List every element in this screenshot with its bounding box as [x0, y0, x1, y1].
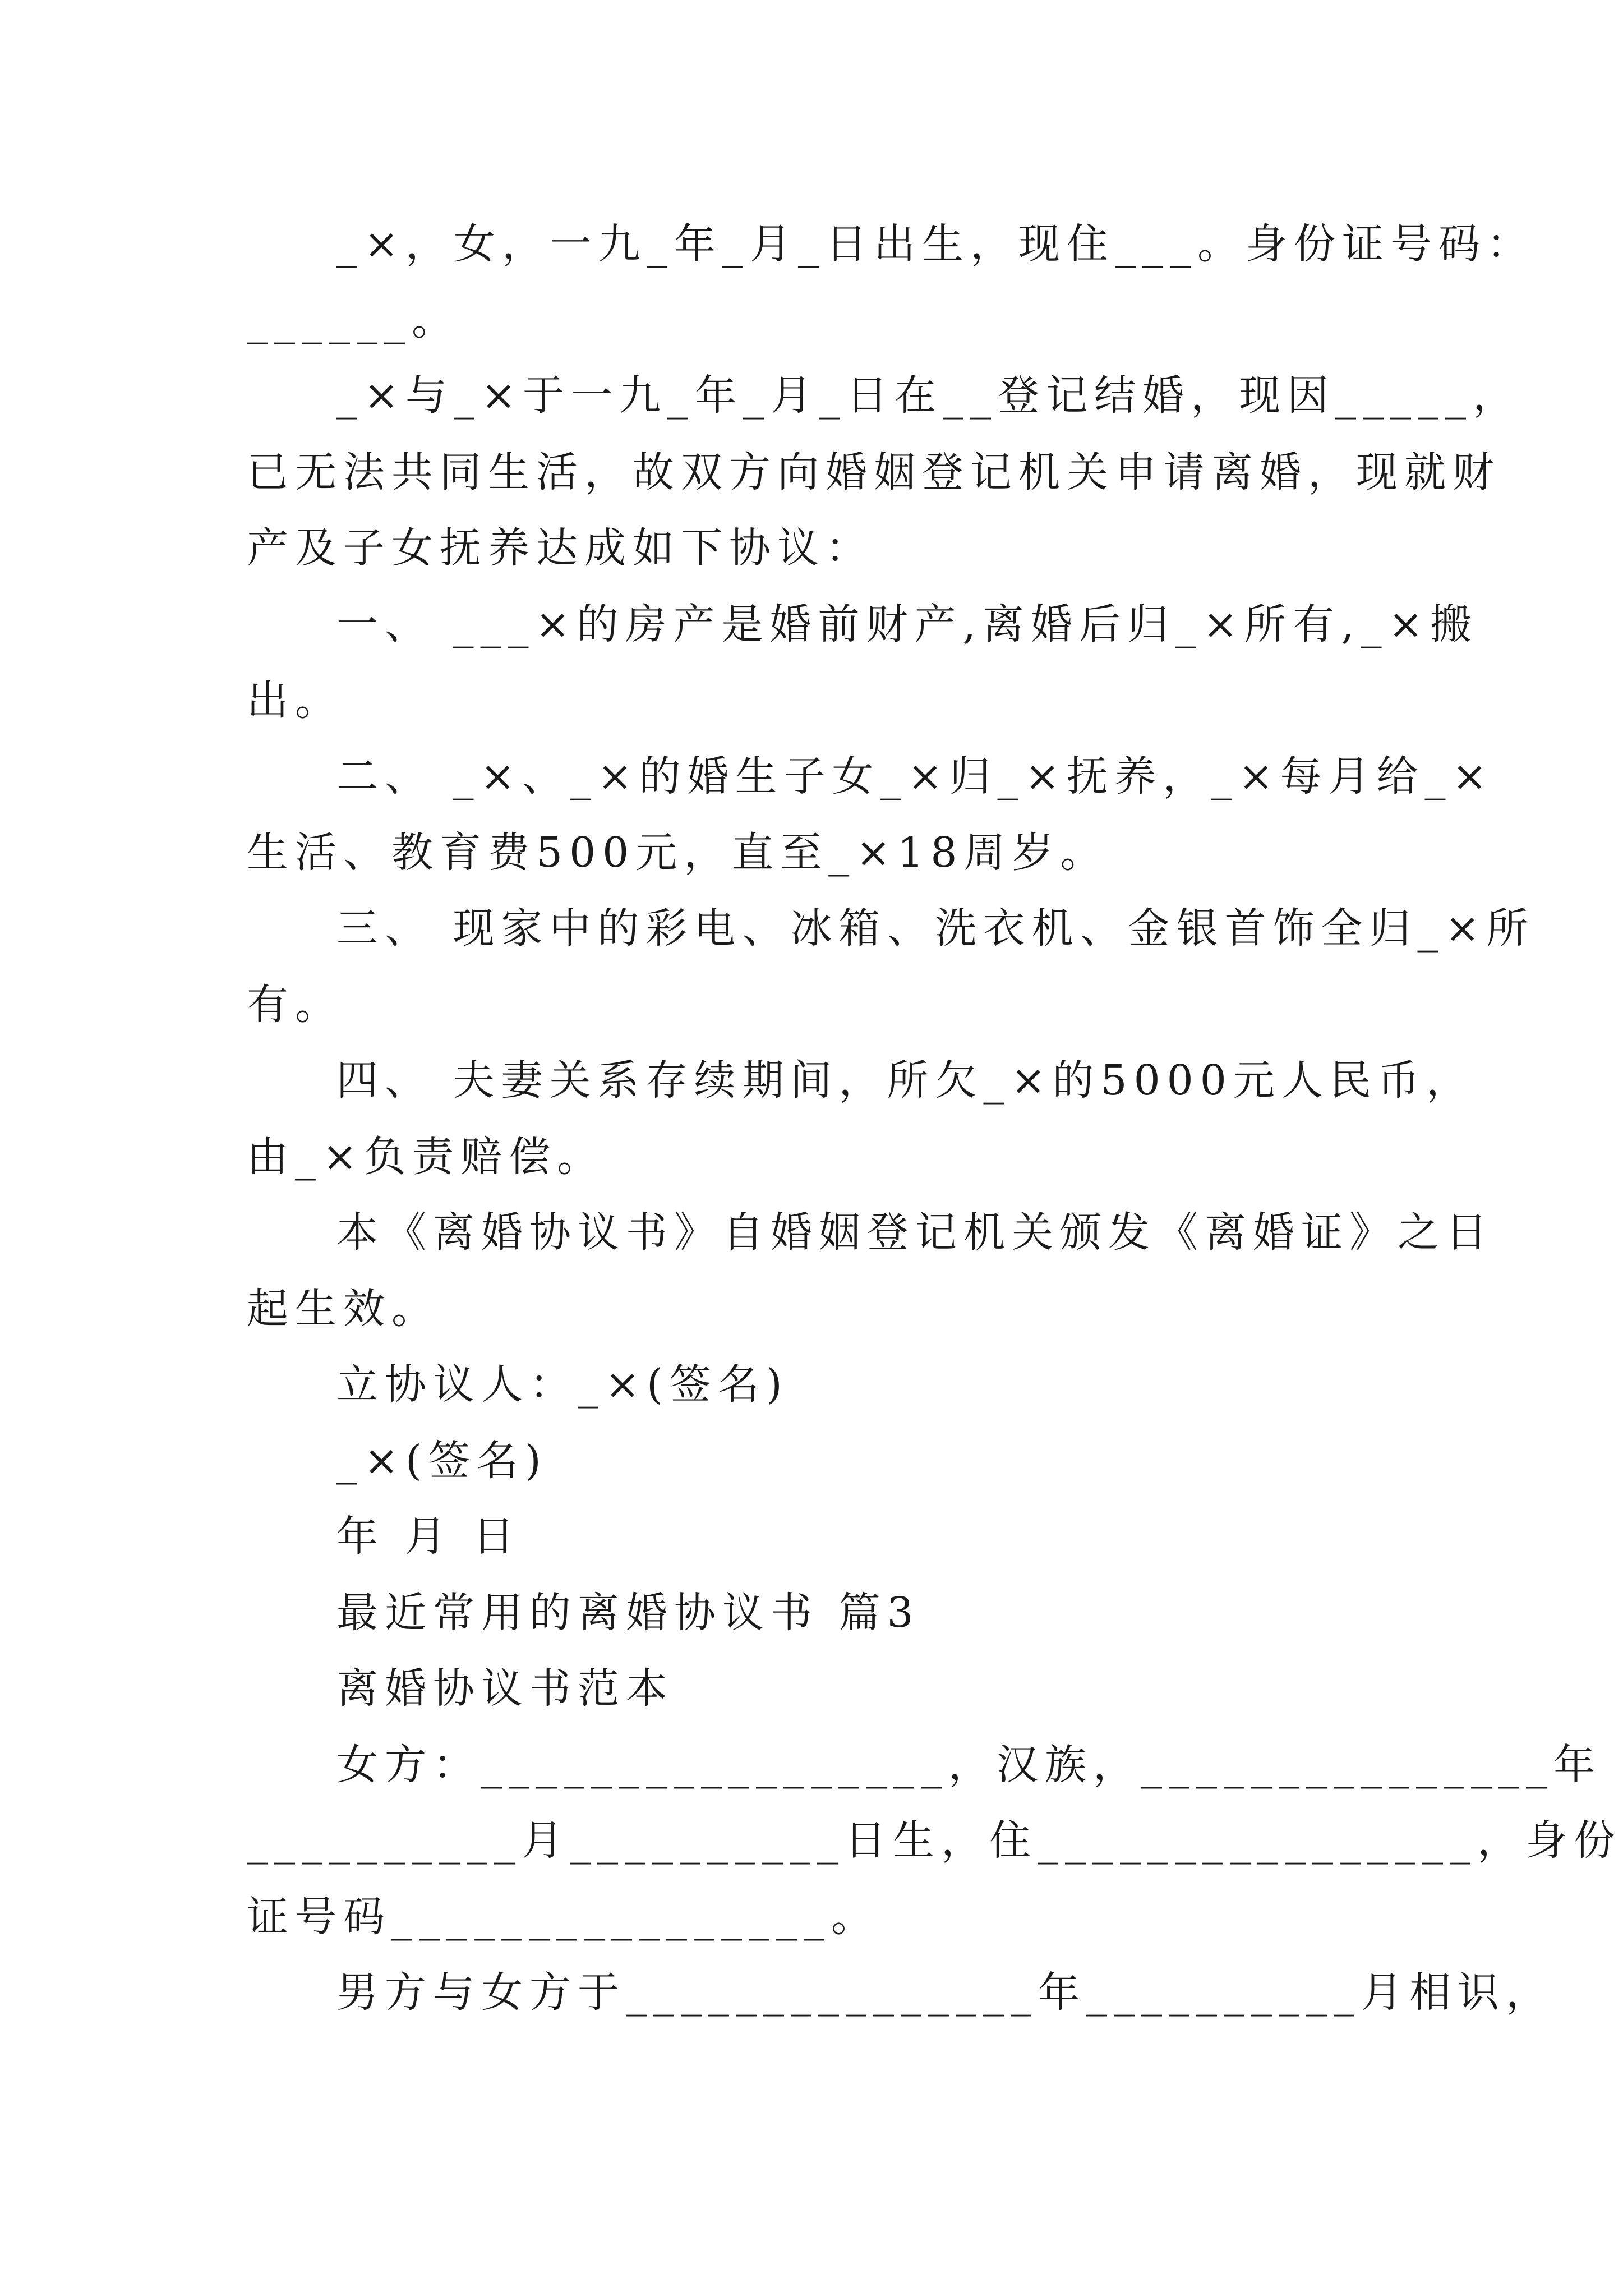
- text-line: 本《离婚协议书》自婚姻登记机关颁发《离婚证》之日: [336, 1208, 1494, 1257]
- text-line: 由_×负责赔偿。: [247, 1133, 606, 1181]
- text-line: 立协议人：_×(签名): [336, 1360, 789, 1409]
- text-line: 三、 现家中的彩电、冰箱、洗衣机、金银首饰全归_×所: [336, 904, 1535, 953]
- text-line: 起生效。: [247, 1285, 440, 1333]
- text-line: _×(签名): [336, 1437, 548, 1485]
- text-line: 已无法共同生活，故双方向婚姻登记机关申请离婚，现就财: [247, 448, 1501, 496]
- text-line: 女方：_________________，汉族，_______________年: [336, 1741, 1602, 1789]
- text-line: 男方与女方于_______________年__________月相识，: [336, 1968, 1554, 2017]
- text-line: 产及子女抚养达成如下协议：: [247, 524, 874, 572]
- text-line: ______。: [247, 296, 460, 344]
- text-line: 二、 _×、_×的婚生子女_×归_×抚养，_×每月给_×: [336, 752, 1494, 800]
- text-line: 生活、教育费500元，直至_×18周岁。: [247, 829, 1109, 877]
- section-heading: 最近常用的离婚协议书 篇3: [336, 1589, 920, 1637]
- document-title: 离婚协议书范本: [336, 1664, 674, 1713]
- text-line: _×与_×于一九_年_月_日在__登记结婚，现因_____，: [336, 371, 1521, 420]
- text-line: 一、 ___×的房产是婚前财产,离婚后归_×所有,_×搬: [336, 600, 1478, 648]
- text-line: 年 月 日: [336, 1512, 522, 1561]
- text-line: 四、 夫妻关系存续期间，所欠_×的5000元人民币，: [336, 1056, 1474, 1105]
- text-line: 出。: [247, 677, 343, 725]
- text-line: _×，女，一九_年_月_日出生，现住___。身份证号码：: [336, 220, 1536, 268]
- text-line: __________月__________日生，住________________，身份: [247, 1816, 1622, 1865]
- text-line: 证号码________________。: [247, 1893, 879, 1941]
- text-line: 有。: [247, 981, 343, 1029]
